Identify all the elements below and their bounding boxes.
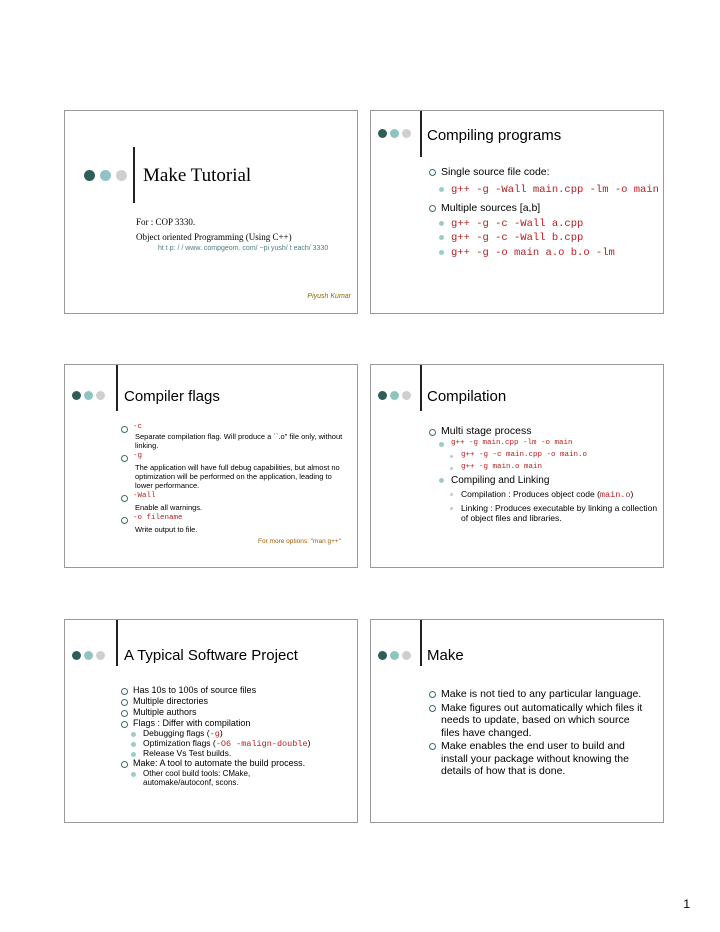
slide-compiler-flags — [64, 364, 358, 568]
title-divider — [420, 365, 422, 411]
slide-title: Make Tutorial — [143, 165, 252, 186]
slide-make-tutorial — [64, 110, 358, 314]
slide-body: -c Separate compilation flag. Will produce a ``.o" file only, without linking. -g The application will have full debug capabilities, but almost no optimization will be performed on the application, leading to lower performance. -Wall Enable all warnings. -o filename Write output to file. For more options: "man g++" — [121, 423, 351, 547]
slide-dots-icon — [72, 651, 122, 663]
slide-title: Compiling programs — [427, 127, 562, 144]
title-divider — [116, 365, 118, 411]
slide-body: Multi stage process g++ -g main.cpp -lm -o main g++ -g -c main.cpp -o main.o g++ -g main.o main Compiling and Linking Compilation : Produces object code (main.o) Linking : Produces executable by linking a collection of object files and libraries. — [429, 426, 659, 523]
title-divider — [420, 111, 422, 157]
title-divider — [420, 620, 422, 666]
course-line: Object oriented Programming (Using C++) — [136, 232, 292, 242]
slide-dots-icon — [84, 170, 134, 182]
slide-dots-icon — [72, 391, 122, 403]
url-line: ht t p: / / www. compgeom. com/ ~pi yush/ t each/ 3330 — [158, 245, 329, 252]
slide-title: A Typical Software Project — [124, 647, 298, 664]
slide-compilation — [370, 364, 664, 568]
title-divider — [133, 147, 135, 203]
slide-title: Make — [427, 647, 464, 664]
slide-make — [370, 619, 664, 823]
slide-body: Has 10s to 100s of source files Multiple directories Multiple authors Flags : Differ with compilation Debugging flags (-g) Optimization flags (-O6 -malign-double) Release Vs Test builds. Make: A tool to automate the build process. Other cool build tools: CMake, automake/autoconf, scons. — [121, 685, 353, 787]
slide-compiling-programs — [370, 110, 664, 314]
slide-typical-software-project — [64, 619, 358, 823]
slide-title: Compiler flags — [124, 388, 220, 405]
page-number: 1 — [683, 897, 690, 911]
slide-body: Single source file code: g++ -g -Wall main.cpp -lm -o main Multiple sources [a,b] g++ -g -c -Wall a.cpp g++ -g -c -Wall b.cpp g++ -g -o main a.o b.o -lm — [429, 166, 659, 259]
for-line: For : COP 3330. — [136, 217, 196, 227]
slide-title: Compilation — [427, 388, 507, 405]
author: Piyush Kumar — [307, 293, 351, 300]
title-divider — [116, 620, 118, 666]
slide-body: Make is not tied to any particular language. Make figures out automatically which files it needs to update, based on which source files have changed. Make enables the end user to build and install your package without knowing the details of how that is done. — [429, 688, 651, 778]
